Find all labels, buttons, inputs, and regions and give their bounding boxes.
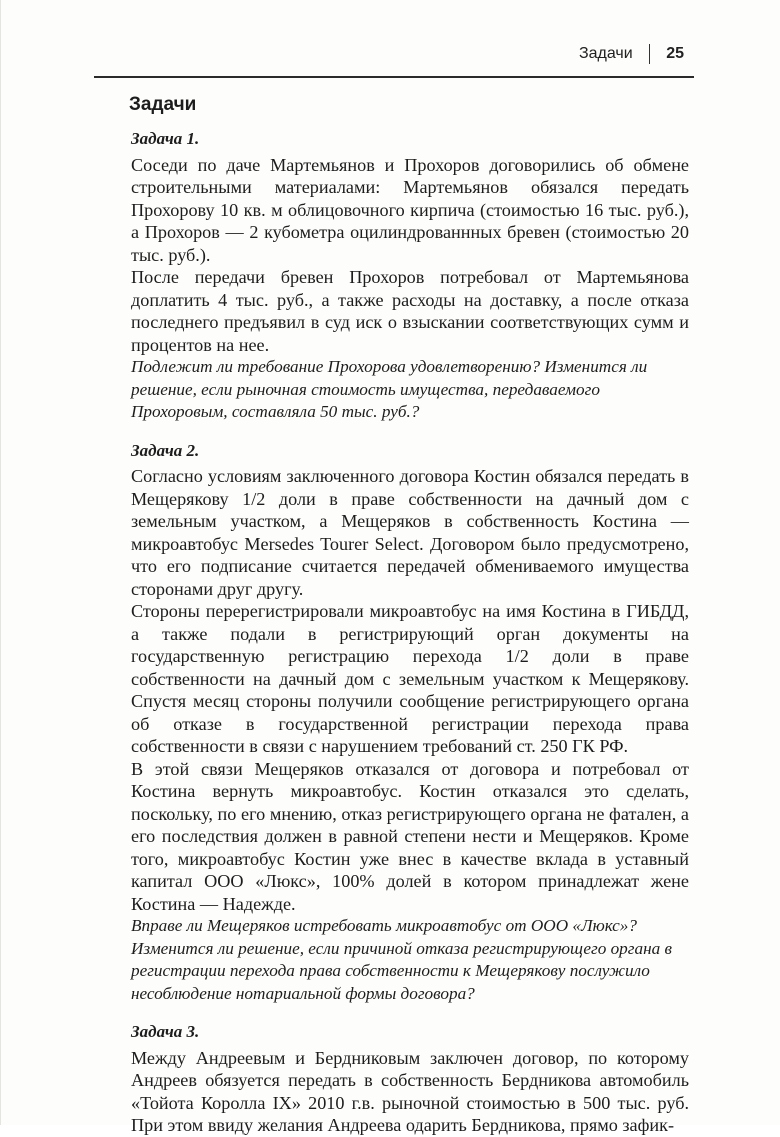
task-heading: Задача 2.: [131, 440, 200, 460]
task-paragraph: Согласно условиям заключенного договора Костин обязался передать в Мещерякову 1/2 доли в праве собственности на дачный дом с земельным участком, а Мещеряков в собственность Костина — микроавтобус Mersedes Tourer Select. Договором было предусмотрено, что его подписание считается передачей обмениваемого имущества сторонами друг другу.: [131, 466, 689, 599]
task-paragraph: Соседи по даче Мартемьянов и Прохоров договорились об обмене строительными материалами: Мартемьянов обязался передать Прохорову 10 кв. м облицовочного кирпича (стоимостью 16 тыс. руб.), а Прохоров — 2 кубометра оцилиндрованнных бревен (стоимостью 20 тыс. руб.).: [131, 154, 689, 265]
running-title: Задачи: [578, 45, 633, 62]
task-2: [131, 440, 689, 1006]
task-paragraph: Стороны перерегистрировали микроавтобус на имя Костина в ГИБДД, а также подали в регистрирующий орган документы на государственную регистрацию перехода 1/2 доли в праве собственности на дачный дом с земельным участком к Мещерякову. Спустя месяц стороны получили сообщение регистрирующего органа об отказе в государственной регистрации перехода права собственности в связи с нарушением требований ст. 250 ГК РФ.: [131, 601, 689, 756]
task-3: [131, 1021, 689, 1137]
page-content: [131, 90, 689, 1137]
task-question: Вправе ли Мещеряков истребовать микроавтобус от ООО «Люкс»? Изменится ли решение, если причиной отказа регистрирующего органа в регистрации перехода права собственности к Мещерякову послужило несоблюдение нотариальной формы договора?: [131, 916, 672, 1003]
task-heading: Задача 3.: [131, 1022, 200, 1041]
task-paragraph: Между Андреевым и Бердниковым заключен договор, по которому Андреев обязуется передать в собственность Бердникова автомобиль «Тойота Королла IX» 2010 г.в. рыночной стоимостью в 500 тыс. руб. При этом ввиду желания Андреева одарить Бердникова, прямо зафик-: [131, 1047, 689, 1135]
header-separator: [649, 44, 651, 64]
task-paragraph: После передачи бревен Прохоров потребовал от Мартемьянова доплатить 4 тыс. руб., а также расходы на доставку, а после отказа последнего предъявил в суд иск о взыскании соответствующих сумм и процентов на нее.: [131, 267, 689, 355]
task-1: [131, 128, 689, 424]
running-header: [579, 44, 684, 64]
task-heading: Задача 1.: [131, 129, 200, 148]
task-paragraph: В этой связи Мещеряков отказался от договора и потребовал от Костина вернуть микроавтобус. Костин отказался это сделать, поскольку, по его мнению, отказ регистрирующего органа не фатален, а его последствия должен в равной степени нести и Мещеряков. Кроме того, микроавтобус Костин уже внес в качестве вклада в уставный капитал ООО «Люкс», 100% долей в котором принадлежат жене Костина — Надежде.: [131, 758, 689, 914]
page-number: 25: [666, 45, 684, 62]
header-rule: [94, 76, 694, 78]
task-question: Подлежит ли требование Прохорова удовлетворению? Изменится ли решение, если рыночная стоимость имущества, передаваемого Прохоровым, составляла 50 тыс. руб.?: [131, 357, 648, 421]
section-title: Задачи: [129, 94, 197, 115]
